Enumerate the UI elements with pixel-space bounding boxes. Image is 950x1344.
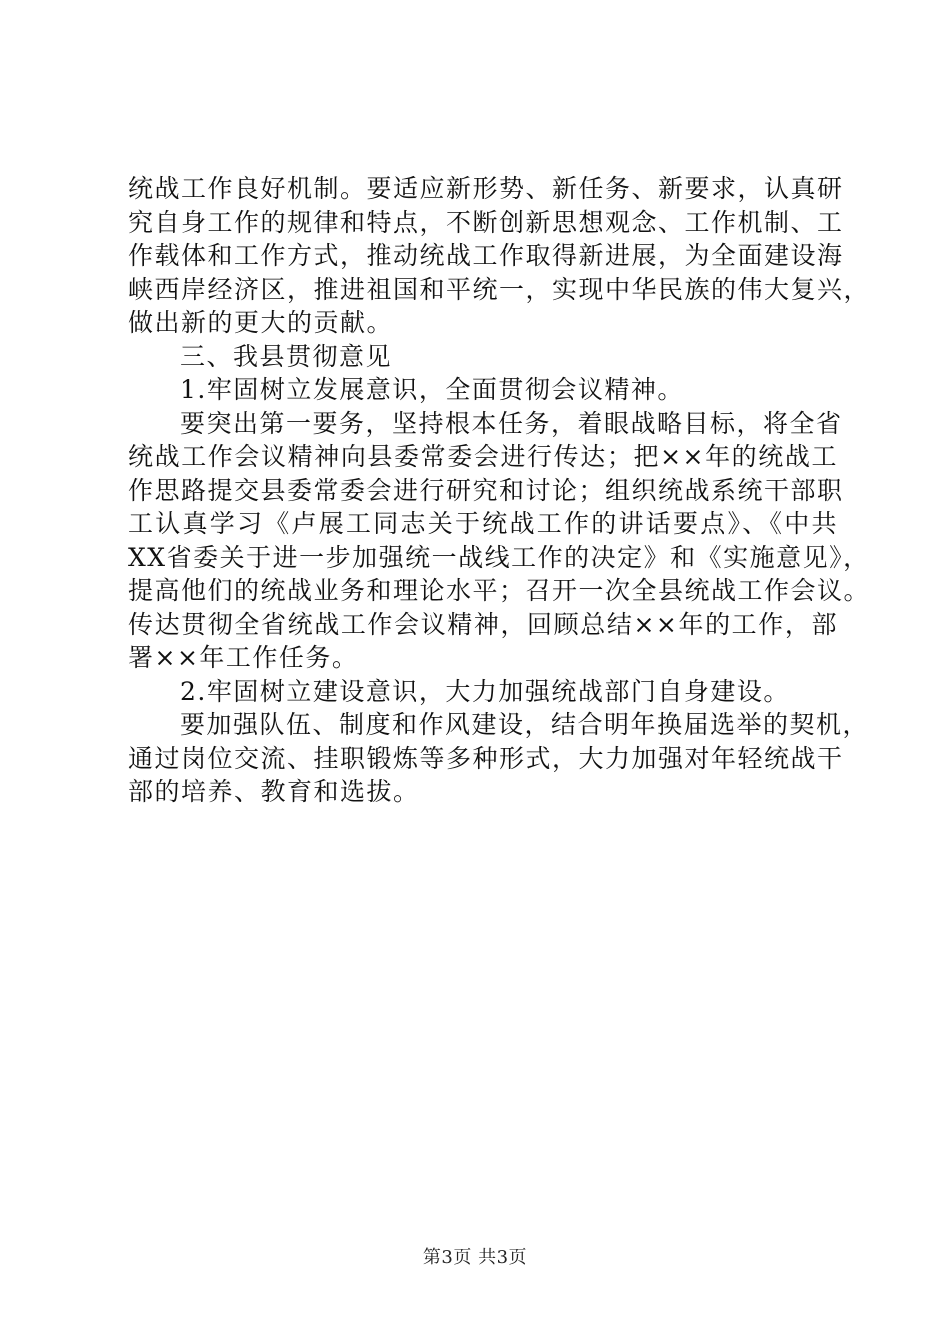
text-line: 做出新的更大的贡献。 [128, 308, 394, 337]
text-line: 提高他们的统战业务和理论水平；召开一次全县统战工作会议。 [128, 576, 871, 605]
text-line: 要加强队伍、制度和作风建设，结合明年换届选举的契机， [180, 710, 870, 739]
text-line: 要突出第一要务，坚持根本任务，着眼战略目标，将全省 [180, 408, 843, 438]
subheading-text: 2.牢固树立建设意识，大力加强统战部门自身建设。 [180, 676, 790, 706]
text-line: XX省委关于进一步加强统一战线工作的决定》和《实施意见》， [128, 542, 870, 572]
text-line: 统战工作会议精神向县委常委会进行传达；把××年的统战工 [128, 442, 838, 471]
text-line: 作思路提交县委常委会进行研究和讨论；组织统战系统干部职 [128, 475, 844, 505]
text-line: 署××年工作任务。 [128, 643, 359, 672]
section-heading-text: 三、我县贯彻意见 [180, 341, 393, 371]
paragraph-continuation [128, 172, 871, 340]
subheading-text: 1.牢固树立发展意识，全面贯彻会议精神。 [180, 375, 684, 404]
text-line: 传达贯彻全省统战工作会议精神，回顾总结××年的工作，部 [128, 609, 838, 639]
text-line: 作载体和工作方式，推动统战工作取得新进展，为全面建设海 [128, 241, 844, 270]
paragraph-2 [128, 708, 870, 809]
text-line: 工认真学习《卢展工同志关于统战工作的讲话要点》、《中共 [128, 509, 838, 538]
page-number: 第3页 共3页 [422, 1247, 528, 1268]
subheading-2 [128, 675, 838, 709]
page-footer [0, 1243, 950, 1269]
section-heading [128, 340, 838, 374]
text-line: 通过岗位交流、挂职锻炼等多种形式，大力加强对年轻统战干 [128, 743, 844, 773]
text-line: 部的培养、教育和选拔。 [128, 777, 420, 806]
paragraph-1 [128, 407, 871, 675]
subheading-1 [128, 373, 838, 407]
text-line: 统战工作良好机制。要适应新形势、新任务、新要求，认真研 [128, 174, 844, 203]
text-line: 究自身工作的规律和特点，不断创新思想观念、工作机制、工 [128, 207, 844, 237]
text-line: 峡西岸经济区，推进祖国和平统一，实现中华民族的伟大复兴， [128, 274, 871, 304]
document-body [128, 172, 871, 809]
